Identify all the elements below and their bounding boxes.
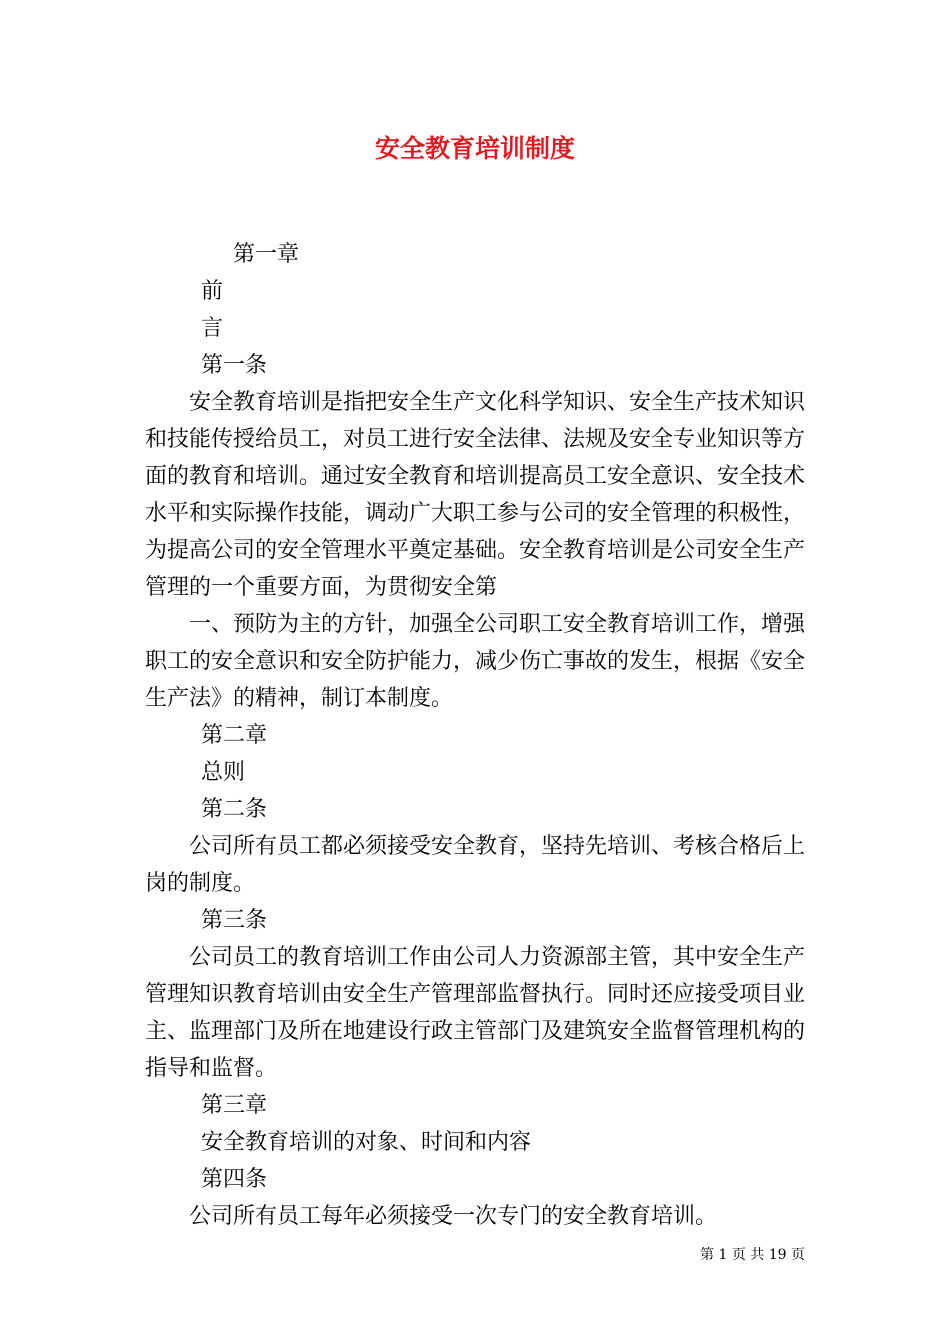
- general-provisions-heading: 总则: [201, 760, 246, 785]
- chapter-2-heading: 第二章: [201, 723, 268, 748]
- document-title: 安全教育培训制度: [374, 134, 575, 163]
- paragraph-3: 公司所有员工都必须接受安全教育，坚持先培训、考核合格后上岗的制度。: [145, 834, 806, 896]
- preface-char-1: 前: [201, 279, 224, 304]
- article-4-heading: 第四条: [201, 1167, 268, 1192]
- article-1-heading: 第一条: [201, 353, 268, 378]
- article-3-heading: 第三条: [201, 908, 268, 933]
- paragraph-4: 公司员工的教育培训工作由公司人力资源部主管，其中安全生产管理知识教育培训由安全生产管理部监督执行。同时还应接受项目业主、监理部门及所在地建设行政主管部门及建筑安全监督管理机构的指导和监督。: [145, 945, 806, 1081]
- chapter-3-title: 安全教育培训的对象、时间和内容: [201, 1130, 532, 1155]
- preface-char-2: 言: [201, 316, 224, 341]
- article-2-heading: 第二条: [201, 797, 268, 822]
- page-number-footer: 第 1 页 共 19 页: [700, 1247, 805, 1263]
- paragraph-1: 安全教育培训是指把安全生产文化科学知识、安全生产技术知识和技能传授给员工，对员工进行安全法律、法规及安全专业知识等方面的教育和培训。通过安全教育和培训提高员工安全意识、安全技术水平和实际操作技能，调动广大职工参与公司的安全管理的积极性，为提高公司的安全管理水平奠定基础。安全教育培训是公司安全生产管理的一个重要方面，为贯彻安全第: [145, 390, 806, 600]
- paragraph-5: 公司所有员工每年必须接受一次专门的安全教育培训。: [189, 1204, 718, 1229]
- chapter-3-heading: 第三章: [201, 1093, 268, 1118]
- chapter-1-heading: 第一章: [233, 242, 300, 267]
- paragraph-2: 一、预防为主的方针，加强全公司职工安全教育培训工作，增强职工的安全意识和安全防护能力，减少伤亡事故的发生，根据《安全生产法》的精神，制订本制度。: [145, 612, 806, 711]
- document-body: [145, 236, 805, 1235]
